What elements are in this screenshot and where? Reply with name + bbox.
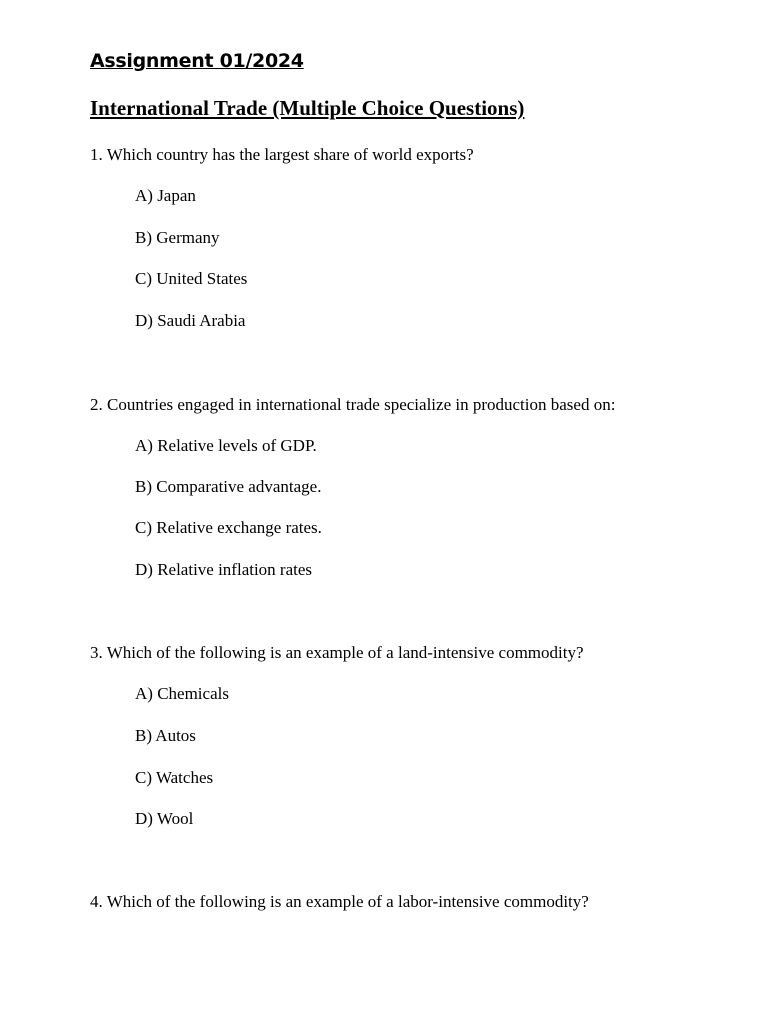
question-2-option-d: D) Relative inflation rates <box>135 560 313 579</box>
question-3-option-a: A) Chemicals <box>135 684 229 703</box>
question-2-option-c: C) Relative exchange rates. <box>135 518 322 537</box>
question-1-option-a: A) Japan <box>135 186 196 205</box>
question-4: 4. Which of the following is an example of a labor-intensive commodity? <box>90 892 589 911</box>
document-title: International Trade (Multiple Choice Questions) <box>90 96 525 120</box>
question-3: 3. Which of the following is an example of a land-intensive commodity? <box>90 643 584 662</box>
question-1-option-c: C) United States <box>135 269 248 288</box>
question-2-option-a: A) Relative levels of GDP. <box>135 436 317 455</box>
question-2: 2. Countries engaged in international trade specialize in production based on: <box>90 395 616 414</box>
question-2-option-b: B) Comparative advantage. <box>135 477 322 496</box>
question-3-option-d: D) Wool <box>135 809 194 828</box>
question-3-option-b: B) Autos <box>135 726 196 745</box>
question-3-option-c: C) Watches <box>135 768 214 787</box>
assignment-title: Assignment 01/2024 <box>90 50 304 72</box>
question-1: 1. Which country has the largest share of world exports? <box>90 145 474 164</box>
question-1-option-d: D) Saudi Arabia <box>135 311 246 330</box>
question-1-option-b: B) Germany <box>135 228 220 247</box>
